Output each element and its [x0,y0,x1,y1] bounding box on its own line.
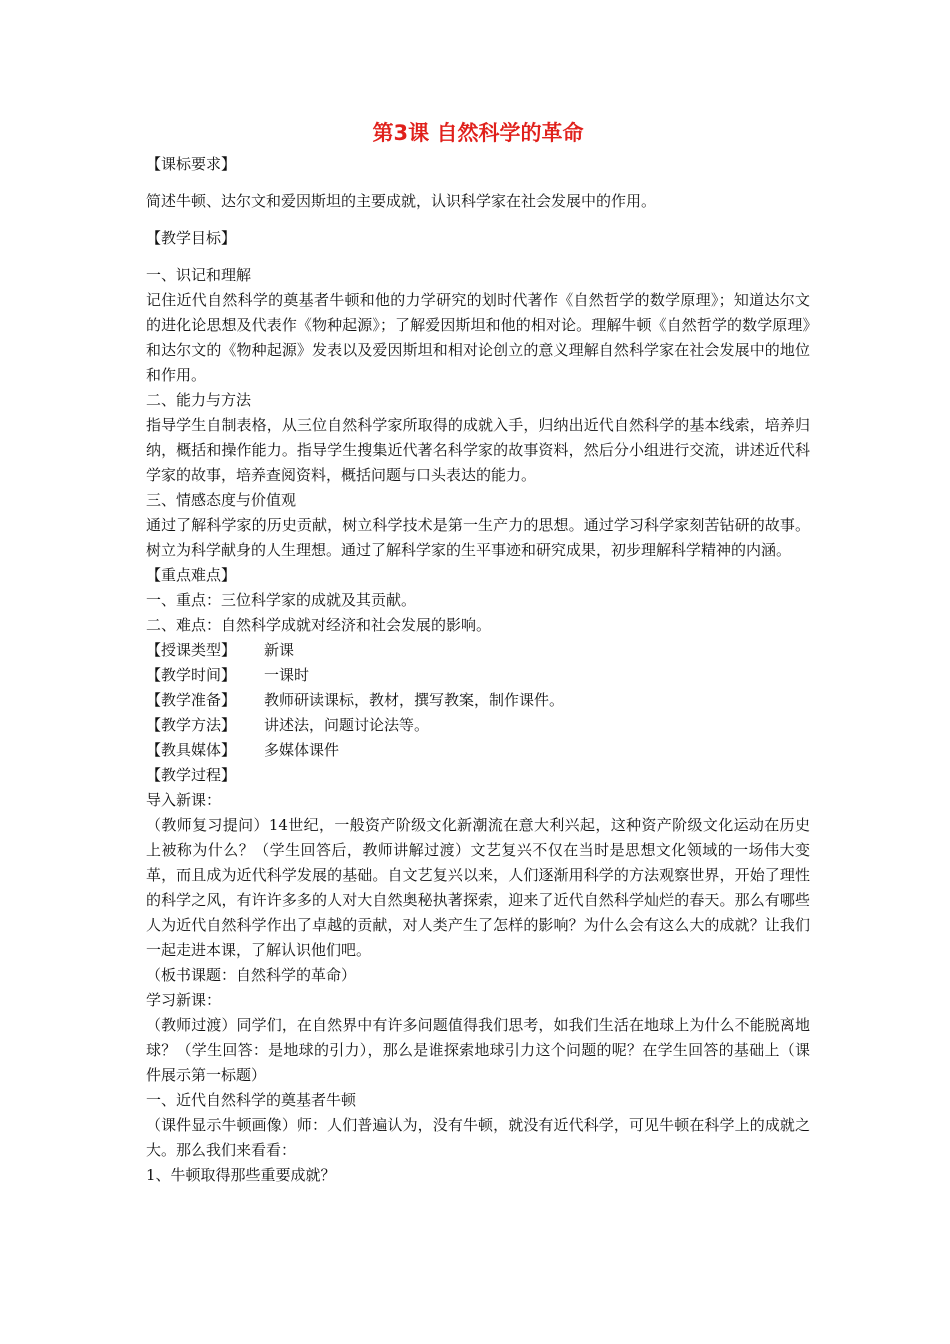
info-key: 【教具媒体】 [146,741,237,759]
info-key: 【教学方法】 [146,716,237,734]
info-key: 【教学时间】 [146,666,237,684]
goal3-heading: 三、情感态度与价值观 [146,491,297,509]
goal2-heading: 二、能力与方法 [146,391,252,409]
info-value: 新课 [264,641,295,659]
daoru-text: （教师复习提问）14世纪，一般资产阶级文化新潮流在意大利兴起，这种资产阶级文化运动在历史上被称为什么？（学生回答后，教师讲解过渡）文艺复兴不仅在当时是思想文化领域的一场伟大变革，而且成为近代科学发展的基础。自文艺复兴以来，人们逐渐用科学的方法观察世界，开始了理性的科学之风，有许许多多的人对大自然奥秘执著探索，迎来了近代自然科学灿烂的春天。那么有哪些人为近代自然科学作出了卓越的贡献，对人类产生了怎样的影响？为什么会有这么大的成就？让我们一起走进本课，了解认识他们吧。 [146,816,810,959]
info-key: 【教学准备】 [146,691,237,709]
document-page [146,118,810,1188]
info-row-time [146,663,810,688]
zhongdian-text: 一、重点：三位科学家的成就及其贡献。 [146,591,417,609]
info-row-method [146,713,810,738]
info-row-type [146,638,810,663]
info-row-prep [146,688,810,713]
xuexi-text: （教师过渡）同学们，在自然界中有许多问题值得我们思考，如我们生活在地球上为什么不能脱离地球？（学生回答：是地球的引力），那么是谁探索地球引力这个问题的呢？在学生回答的基础上（课件展示第一标题） [146,1016,810,1084]
xuexi-heading: 学习新课： [146,991,222,1009]
page-title: 第3课 自然科学的革命 [372,121,584,145]
goal2-text: 指导学生自制表格，从三位自然科学家所取得的成就入手，归纳出近代自然科学的基本线索，培养归纳，概括和操作能力。指导学生搜集近代著名科学家的故事资料，然后分小组进行交流，讲述近代科学家的故事，培养查阅资料，概括问题与口头表达的能力。 [146,416,810,484]
section-header-zhongdian: 【重点难点】 [146,566,237,584]
info-key: 【授课类型】 [146,641,237,659]
kebiao-text: 简述牛顿、达尔文和爱因斯坦的主要成就，认识科学家在社会发展中的作用。 [146,192,657,210]
nandian-text: 二、难点：自然科学成就对经济和社会发展的影响。 [146,616,492,634]
info-value: 一课时 [264,666,310,684]
question1-text: 1、牛顿取得那些重要成就？ [146,1166,336,1184]
section-header-mubiao: 【教学目标】 [146,229,237,247]
info-value: 讲述法，问题讨论法等。 [264,716,430,734]
section-header-kebiao: 【课标要求】 [146,155,237,173]
goal3-text: 通过了解科学家的历史贡献，树立科学技术是第一生产力的思想。通过学习科学家刻苦钻研的故事。树立为科学献身的人生理想。通过了解科学家的生平事迹和研究成果，初步理解科学精神的内涵。 [146,516,810,559]
daoru-heading: 导入新课： [146,791,222,809]
section-header-guocheng: 【教学过程】 [146,766,237,784]
info-value: 教师研读课标，教材，撰写教案，制作课件。 [264,691,565,709]
banshu-text: （板书课题：自然科学的革命） [146,966,357,984]
info-row-media [146,738,810,763]
section1-heading: 一、近代自然科学的奠基者牛顿 [146,1091,357,1109]
goal1-heading: 一、识记和理解 [146,266,252,284]
goal1-text: 记住近代自然科学的奠基者牛顿和他的力学研究的划时代著作《自然哲学的数学原理》；知道达尔文的进化论思想及代表作《物种起源》；了解爱因斯坦和他的相对论。理解牛顿《自然哲学的数学原理》和达尔文的《物种起源》发表以及爱因斯坦和相对论创立的意义理解自然科学家在社会发展中的地位和作用。 [146,291,810,384]
section1-text: （课件显示牛顿画像）师：人们普遍认为，没有牛顿，就没有近代科学，可见牛顿在科学上的成就之大。那么我们来看看： [146,1116,810,1159]
info-value: 多媒体课件 [264,741,340,759]
